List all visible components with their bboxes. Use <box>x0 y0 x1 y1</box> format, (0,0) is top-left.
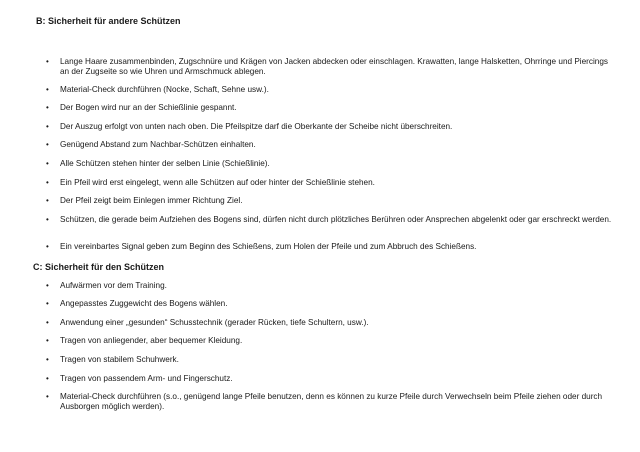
bullet-icon: • <box>46 140 49 149</box>
bullet-icon: • <box>46 178 49 187</box>
bullet-icon: • <box>46 374 49 383</box>
bullet-icon: • <box>46 215 49 224</box>
bullet-icon: • <box>46 336 49 345</box>
bullet-icon: • <box>46 281 49 290</box>
section-heading-b: B: Sicherheit für andere Schützen <box>36 16 181 26</box>
section-heading-c: C: Sicherheit für den Schützen <box>33 262 165 272</box>
bullet-icon: • <box>46 318 49 327</box>
bullet-icon: • <box>46 57 49 66</box>
document-page: B: Sicherheit für andere Schützen • Lange Haare zusammenbinden, Zugschnüre und Krägen von Jacken abdecken oder einschlagen. Krawatten, lange Halsketten, Ohrringe und Piercings an der Zugseite so wie Uhren und Armschmuck ablegen. • Material-Check durchführen (Nocke, Schaft, Sehne usw.). • Der Bogen wird nur an der Schießlinie gespannt. • Der Auszug erfolgt von unten nach oben. Die Pfeilspitze darf die Oberkante der Scheibe nicht überschreiten. • Genügend Abstand zum Nachbar-Schützen einhalten. • Alle Schützen stehen hinter der selben Linie (Schießlinie). • Ein Pfeil wird erst eingelegt, wenn alle Schützen auf oder hinter der Schießlinie stehen. • Der Pfeil zeigt beim Einlegen immer Richtung Ziel. • Schützen, die gerade beim Aufziehen des Bogens sind, dürfen nicht durch plötzliches Berühren oder Ansprechen abgelenkt oder gar erschreckt werden. • Ein vereinbartes Signal geben zum Beginn des Schießens, zum Holen der Pfeile und zum Abbruch des Schießens. C: Sicherheit für den Schützen • Aufwärmen vor dem Training. • Angepasstes Zuggewicht des Bogens wählen. • Anwendung einer „gesunden“ Schusstechnik (gerader Rücken, tiefe Schultern, usw.). • Tragen von anliegender, aber bequemer Kleidung. • Tragen von stabilem Schuhwerk. • Tragen von passendem Arm- und Fingerschutz. • Material-Check durchführen (s.o., genügend lange Pfeile benutzen, denn es können zu kurze Pfeile durch Verwechseln beim Pfeile ziehen oder durch Ausborgen möglich werden). <box>33 16 612 411</box>
bullet-icon: • <box>46 242 49 251</box>
bullet-icon: • <box>46 85 49 94</box>
bullet-icon: • <box>46 196 49 205</box>
bullet-icon: • <box>46 122 49 131</box>
bullet-icon: • <box>46 103 49 112</box>
bullet-icon: • <box>46 392 49 401</box>
bullet-icon: • <box>46 159 49 168</box>
bullet-icon: • <box>46 355 49 364</box>
bullet-icon: • <box>46 299 49 308</box>
